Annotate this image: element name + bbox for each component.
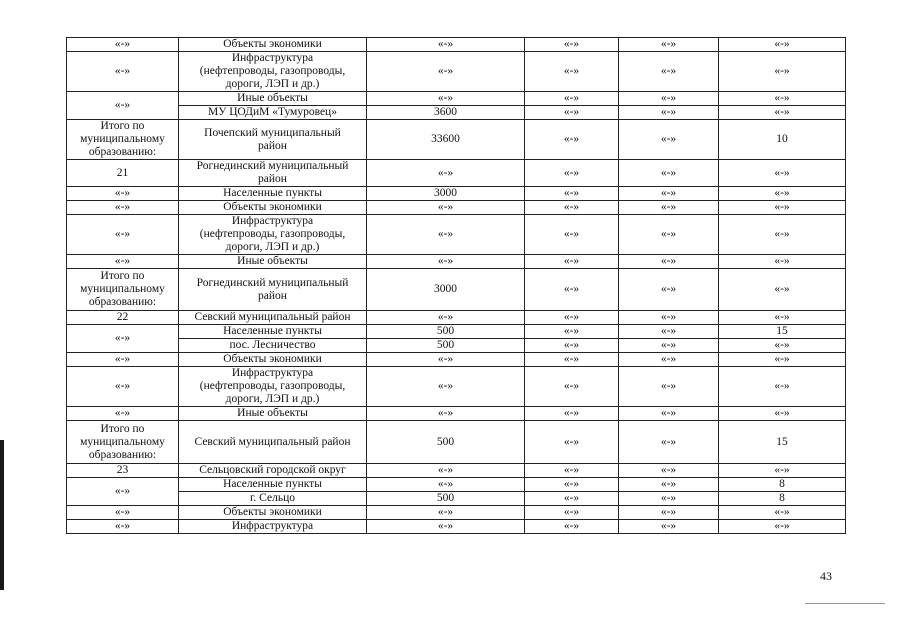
- table-cell: 22: [67, 311, 179, 325]
- table-cell: «-»: [67, 325, 179, 353]
- table-cell: пос. Лесничество: [179, 339, 367, 353]
- table-cell: «-»: [719, 255, 846, 269]
- table-cell: Населенные пункты: [179, 187, 367, 201]
- table-cell: 15: [719, 325, 846, 339]
- table-cell: «-»: [619, 464, 719, 478]
- table-row: [67, 520, 846, 534]
- table-cell: «-»: [367, 255, 525, 269]
- table-cell: «-»: [367, 464, 525, 478]
- table-cell: 33600: [367, 120, 525, 160]
- table-cell: Населенные пункты: [179, 478, 367, 492]
- table-cell: «-»: [619, 255, 719, 269]
- table-cell: «-»: [619, 187, 719, 201]
- table-cell: «-»: [367, 520, 525, 534]
- table-cell: 500: [367, 492, 525, 506]
- table-cell: «-»: [525, 339, 619, 353]
- table-cell: «-»: [367, 311, 525, 325]
- table-cell: «-»: [67, 520, 179, 534]
- table-cell: «-»: [719, 407, 846, 421]
- table-cell: Почепский муниципальный район: [179, 120, 367, 160]
- data-table: [66, 37, 846, 534]
- table-cell: «-»: [719, 506, 846, 520]
- table-row: [67, 421, 846, 464]
- table-cell: «-»: [619, 160, 719, 187]
- table-cell: «-»: [719, 520, 846, 534]
- table-cell: «-»: [367, 201, 525, 215]
- table-cell: «-»: [619, 367, 719, 407]
- table-cell: «-»: [619, 421, 719, 464]
- table-cell: «-»: [525, 353, 619, 367]
- table-cell: «-»: [67, 478, 179, 506]
- table-cell: «-»: [719, 269, 846, 311]
- table-row: [67, 506, 846, 520]
- table-cell: 500: [367, 325, 525, 339]
- table-cell: «-»: [619, 353, 719, 367]
- table-cell: «-»: [719, 367, 846, 407]
- table-cell: Инфраструктура: [179, 520, 367, 534]
- table-cell: «-»: [67, 201, 179, 215]
- table-cell: «-»: [525, 160, 619, 187]
- table-cell: Рогнединский муниципальный район: [179, 160, 367, 187]
- table-cell: «-»: [67, 187, 179, 201]
- table-cell: «-»: [525, 92, 619, 106]
- table-cell: «-»: [619, 201, 719, 215]
- table-row: [67, 367, 846, 407]
- table-cell: Рогнединский муниципальный район: [179, 269, 367, 311]
- table-cell: «-»: [367, 52, 525, 92]
- table-row: [67, 52, 846, 92]
- table-cell: Инфраструктура (нефтепроводы, газопроводы, дороги, ЛЭП и др.): [179, 52, 367, 92]
- table-cell: Итого по муниципальному образованию:: [67, 269, 179, 311]
- table-cell: «-»: [67, 407, 179, 421]
- table-cell: «-»: [619, 215, 719, 255]
- table-cell: «-»: [367, 92, 525, 106]
- table-cell: «-»: [367, 506, 525, 520]
- table-cell: «-»: [367, 367, 525, 407]
- table-cell: «-»: [619, 492, 719, 506]
- table-cell: «-»: [525, 38, 619, 52]
- table-row: [67, 255, 846, 269]
- table-cell: 3000: [367, 269, 525, 311]
- table-cell: 8: [719, 492, 846, 506]
- table-cell: «-»: [719, 311, 846, 325]
- table-cell: «-»: [719, 52, 846, 92]
- table-cell: «-»: [525, 215, 619, 255]
- table-row: [67, 464, 846, 478]
- table-cell: «-»: [719, 38, 846, 52]
- table-cell: «-»: [525, 407, 619, 421]
- table-cell: «-»: [367, 160, 525, 187]
- table-cell: Объекты экономики: [179, 353, 367, 367]
- table-cell: «-»: [525, 311, 619, 325]
- table-cell: 500: [367, 421, 525, 464]
- table-cell: «-»: [525, 120, 619, 160]
- table-cell: «-»: [367, 407, 525, 421]
- table-cell: 15: [719, 421, 846, 464]
- table-row: [67, 215, 846, 255]
- table-cell: Объекты экономики: [179, 201, 367, 215]
- table-row: [67, 269, 846, 311]
- table-cell: Объекты экономики: [179, 506, 367, 520]
- table-cell: «-»: [525, 520, 619, 534]
- table-cell: Итого по муниципальному образованию:: [67, 421, 179, 464]
- table-cell: Севский муниципальный район: [179, 421, 367, 464]
- table-cell: «-»: [367, 215, 525, 255]
- table-cell: 500: [367, 339, 525, 353]
- table-cell: Инфраструктура (нефтепроводы, газопроводы, дороги, ЛЭП и др.): [179, 215, 367, 255]
- table-cell: «-»: [719, 339, 846, 353]
- table-row: [67, 407, 846, 421]
- table-cell: «-»: [525, 506, 619, 520]
- table-cell: 10: [719, 120, 846, 160]
- table-row: [67, 120, 846, 160]
- table-cell: «-»: [525, 52, 619, 92]
- table-cell: «-»: [619, 478, 719, 492]
- table-cell: «-»: [619, 407, 719, 421]
- table-cell: «-»: [525, 269, 619, 311]
- table-cell: «-»: [67, 255, 179, 269]
- table-cell: «-»: [619, 38, 719, 52]
- table-cell: 21: [67, 160, 179, 187]
- table-cell: «-»: [67, 52, 179, 92]
- table-cell: 23: [67, 464, 179, 478]
- table-cell: «-»: [619, 92, 719, 106]
- table-cell: Населенные пункты: [179, 325, 367, 339]
- table-cell: 3000: [367, 187, 525, 201]
- table-cell: Иные объекты: [179, 92, 367, 106]
- table-cell: 8: [719, 478, 846, 492]
- table-row: [67, 201, 846, 215]
- table-cell: «-»: [67, 215, 179, 255]
- table-row: [67, 353, 846, 367]
- table-row: [67, 339, 846, 353]
- scan-margin-mark: [0, 440, 4, 590]
- table-cell: «-»: [367, 353, 525, 367]
- table-row: [67, 92, 846, 106]
- table-cell: «-»: [619, 106, 719, 120]
- table-cell: «-»: [525, 187, 619, 201]
- table-cell: «-»: [525, 325, 619, 339]
- table-cell: «-»: [619, 269, 719, 311]
- table-cell: «-»: [525, 464, 619, 478]
- table-cell: «-»: [619, 506, 719, 520]
- table-cell: «-»: [719, 464, 846, 478]
- table-cell: «-»: [619, 120, 719, 160]
- table-cell: «-»: [525, 492, 619, 506]
- table-cell: «-»: [367, 478, 525, 492]
- table-cell: «-»: [367, 38, 525, 52]
- table-cell: 3600: [367, 106, 525, 120]
- table-cell: «-»: [719, 187, 846, 201]
- table-cell: «-»: [619, 520, 719, 534]
- table-row: [67, 160, 846, 187]
- table-cell: «-»: [719, 201, 846, 215]
- table-cell: «-»: [525, 201, 619, 215]
- table-cell: Севский муниципальный район: [179, 311, 367, 325]
- table-cell: Инфраструктура (нефтепроводы, газопроводы, дороги, ЛЭП и др.): [179, 367, 367, 407]
- table-row: [67, 325, 846, 339]
- table-cell: «-»: [525, 478, 619, 492]
- table-cell: «-»: [67, 367, 179, 407]
- table-cell: «-»: [719, 106, 846, 120]
- table-cell: «-»: [719, 215, 846, 255]
- table-cell: «-»: [719, 160, 846, 187]
- table-row: [67, 478, 846, 492]
- table-cell: Объекты экономики: [179, 38, 367, 52]
- table-cell: «-»: [719, 92, 846, 106]
- table-cell: «-»: [67, 38, 179, 52]
- table-cell: «-»: [619, 339, 719, 353]
- table-cell: «-»: [525, 421, 619, 464]
- table-cell: «-»: [67, 353, 179, 367]
- table-cell: Иные объекты: [179, 407, 367, 421]
- table-cell: «-»: [67, 92, 179, 120]
- table-cell: «-»: [525, 367, 619, 407]
- page-number: 43: [820, 569, 832, 583]
- table-row: [67, 38, 846, 52]
- table-cell: МУ ЦОДиМ «Тумуровец»: [179, 106, 367, 120]
- table-cell: «-»: [619, 52, 719, 92]
- table-cell: «-»: [67, 506, 179, 520]
- table-cell: Итого по муниципальному образованию:: [67, 120, 179, 160]
- table-cell: «-»: [525, 106, 619, 120]
- table-row: [67, 492, 846, 506]
- table-cell: «-»: [719, 353, 846, 367]
- table-row: [67, 311, 846, 325]
- table-cell: г. Сельцо: [179, 492, 367, 506]
- scan-artifact-line: [805, 603, 885, 604]
- table-cell: «-»: [619, 311, 719, 325]
- table-row: [67, 187, 846, 201]
- table-cell: Иные объекты: [179, 255, 367, 269]
- table-cell: Сельцовский городской округ: [179, 464, 367, 478]
- table-cell: «-»: [619, 325, 719, 339]
- table-row: [67, 106, 846, 120]
- table-cell: «-»: [525, 255, 619, 269]
